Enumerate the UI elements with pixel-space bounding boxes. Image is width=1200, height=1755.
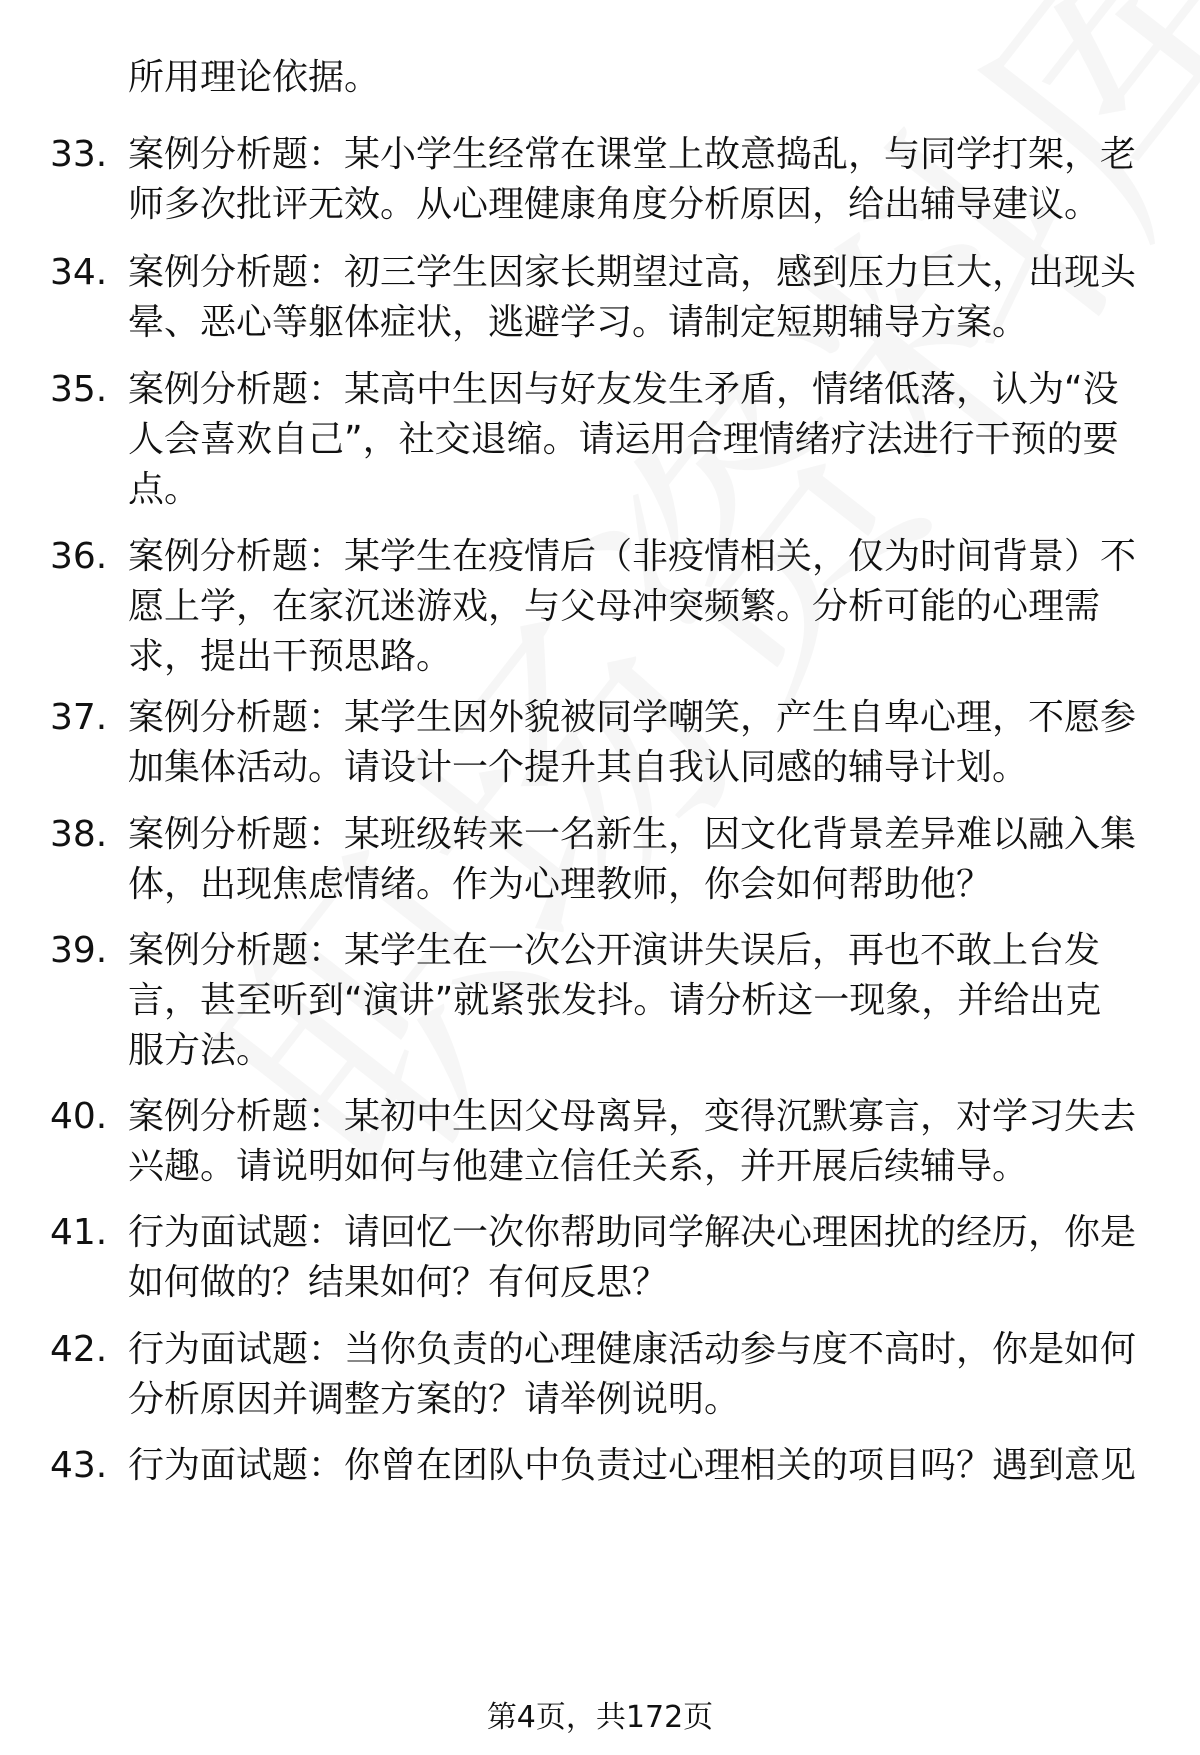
item-number: 39. xyxy=(50,930,108,971)
text-line: 服方法。 xyxy=(128,1030,273,1071)
item-text xyxy=(128,130,1148,230)
item-number: 41. xyxy=(50,1212,108,1253)
item-number: 35. xyxy=(50,369,108,410)
item-text xyxy=(128,532,1148,682)
text-line: 体，出现焦虑情绪。作为心理教师，你会如何帮助他？ xyxy=(128,864,993,905)
text-line: 案例分析题：某班级转来一名新生，因文化背景差异难以融入集 xyxy=(128,814,1137,855)
item-text xyxy=(128,1325,1148,1425)
item-number: 34. xyxy=(50,252,108,293)
text-line: 案例分析题：某小学生经常在课堂上故意捣乱，与同学打架，老 xyxy=(128,134,1137,175)
text-line: 案例分析题：某学生因外貌被同学嘲笑，产生自卑心理，不愿参 xyxy=(128,697,1137,738)
text-line: 言，甚至听到“演讲”就紧张发抖。请分析这一现象，并给出克 xyxy=(128,980,1102,1021)
text-line: 案例分析题：某学生在一次公开演讲失误后，再也不敢上台发 xyxy=(128,930,1101,971)
item-number: 43. xyxy=(50,1445,108,1486)
item-text xyxy=(128,810,1148,910)
text-line: 案例分析题：某初中生因父母离异，变得沉默寡言，对学习失去 xyxy=(128,1096,1137,1137)
item-number: 40. xyxy=(50,1096,108,1137)
text-line: 师多次批评无效。从心理健康角度分析原因，给出辅导建议。 xyxy=(128,184,1101,225)
item-text xyxy=(128,1208,1148,1308)
text-line: 兴趣。请说明如何与他建立信任关系，并开展后续辅导。 xyxy=(128,1146,1029,1187)
text-line: 晕、恶心等躯体症状，逃避学习。请制定短期辅导方案。 xyxy=(128,302,1029,343)
item-text xyxy=(128,926,1148,1076)
text-line: 分析原因并调整方案的？请举例说明。 xyxy=(128,1379,741,1420)
text-line: 点。 xyxy=(128,469,201,510)
text-line: 案例分析题：某高中生因与好友发生矛盾，情绪低落，认为“没 xyxy=(128,369,1119,410)
item-text xyxy=(128,248,1148,348)
text-line: 行为面试题：你曾在团队中负责过心理相关的项目吗？遇到意见 xyxy=(128,1445,1137,1486)
item-text xyxy=(128,693,1148,793)
text-line: 加集体活动。请设计一个提升其自我认同感的辅导计划。 xyxy=(128,747,1029,788)
page-footer: 第4页，共172页 xyxy=(486,1700,714,1735)
text-line: 愿上学，在家沉迷游戏，与父母冲突频繁。分析可能的心理需 xyxy=(128,586,1101,627)
text-line: 案例分析题：某学生在疫情后（非疫情相关，仅为时间背景）不 xyxy=(128,536,1137,577)
text-line: 行为面试题：请回忆一次你帮助同学解决心理困扰的经历，你是 xyxy=(128,1212,1137,1253)
item-text xyxy=(128,1441,1148,1491)
text-line: 求，提出干预思路。 xyxy=(128,636,453,677)
item-number: 36. xyxy=(50,536,108,577)
text-line: 行为面试题：当你负责的心理健康活动参与度不高时，你是如何 xyxy=(128,1329,1137,1370)
text-line: 人会喜欢自己”，社交退缩。请运用合理情绪疗法进行干预的要 xyxy=(128,419,1119,460)
text-line: 所用理论依据。 xyxy=(128,57,381,98)
item-number: 37. xyxy=(50,697,108,738)
item-number: 38. xyxy=(50,814,108,855)
item-text xyxy=(128,365,1148,515)
item-text xyxy=(128,1092,1148,1192)
item-number: 33. xyxy=(50,134,108,175)
item-number: 42. xyxy=(50,1329,108,1370)
text-line: 如何做的？结果如何？有何反思？ xyxy=(128,1262,669,1303)
text-line: 案例分析题：初三学生因家长期望过高，感到压力巨大，出现头 xyxy=(128,252,1137,293)
